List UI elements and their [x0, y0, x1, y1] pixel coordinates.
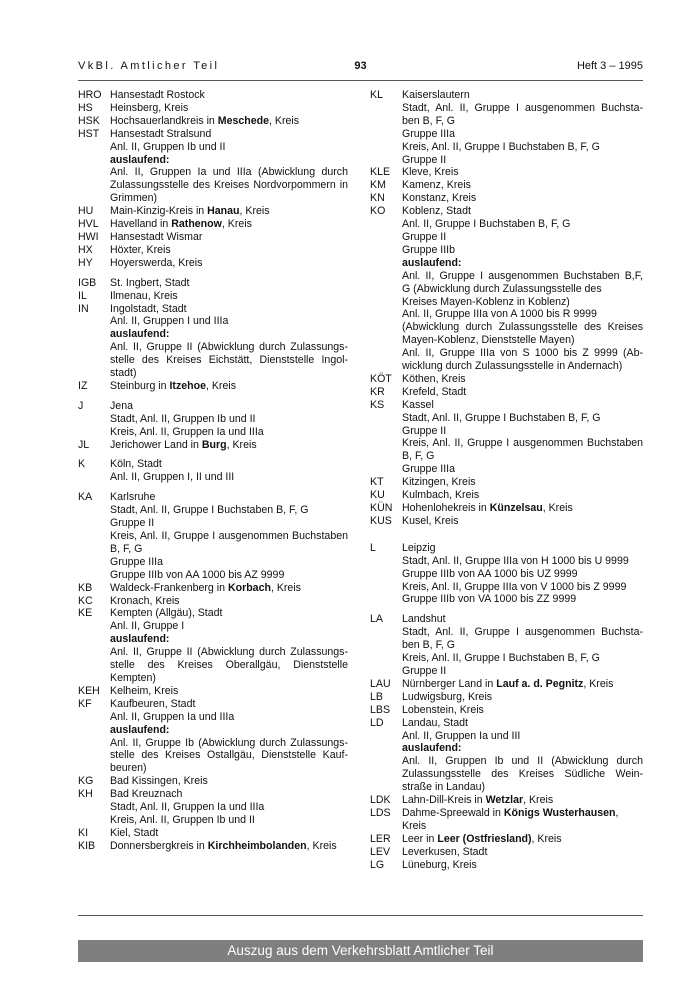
register-entry — [370, 846, 643, 859]
district-code: KS — [370, 398, 385, 411]
register-entry — [78, 257, 348, 270]
description-line: Kronach, Kreis — [110, 594, 180, 607]
description-line: Anl. II, Gruppen Ib und II — [110, 140, 226, 153]
district-description — [402, 691, 643, 704]
description-line: Havelland in Rathenow, Kreis — [110, 218, 252, 231]
description-line: G (Abwicklung durch Zulassungsstelle des — [402, 282, 602, 295]
description-line: Grimmen) — [110, 192, 158, 205]
description-line: Kassel — [402, 398, 434, 411]
description-line: Anl. II, Gruppe Ib (Abwicklung durch Zulassungs- — [110, 736, 348, 749]
right-column — [370, 89, 643, 871]
district-code: LEV — [370, 845, 391, 858]
register-entry — [78, 277, 348, 290]
register-entry — [370, 613, 643, 678]
district-code: L — [370, 541, 376, 554]
description-line: Gruppe IIIa — [402, 463, 455, 476]
district-code: J — [78, 399, 84, 412]
description-line: Zulassungsstelle des Kreises Nordvorpommern in — [110, 179, 348, 192]
description-line: Anl. II, Gruppe IIIa von S 1000 bis Z 9999 (Ab- — [402, 347, 643, 360]
description-line: Kelheim, Kreis — [110, 684, 179, 697]
register-entry — [78, 775, 348, 788]
description-line: Gruppe IIIa — [110, 555, 163, 568]
description-line: auslaufend: — [402, 742, 462, 755]
district-code: KEH — [78, 684, 100, 697]
description-line: Krefeld, Stadt — [402, 385, 467, 398]
district-code: KH — [78, 788, 93, 801]
description-line: auslaufend: — [110, 153, 170, 166]
district-description — [402, 489, 643, 502]
district-code: HRO — [78, 89, 102, 101]
register-entry — [78, 439, 348, 452]
district-code: KT — [370, 476, 384, 489]
description-line: Hansestadt Rostock — [110, 89, 205, 101]
description-line: Main-Kinzig-Kreis in Hanau, Kreis — [110, 205, 270, 218]
description-line: Stadt, Anl. II, Gruppe I ausgenommen Buchsta- — [402, 101, 643, 114]
description-line: Stadt, Anl. II, Gruppe I Buchstaben B, F, G — [402, 411, 601, 424]
description-line: Köthen, Kreis — [402, 372, 466, 385]
district-code: HS — [78, 101, 93, 114]
register-entry — [370, 807, 643, 833]
description-line: Karlsruhe — [110, 491, 156, 504]
description-line: Bad Kissingen, Kreis — [110, 775, 208, 788]
description-line: Kulmbach, Kreis — [402, 489, 480, 502]
description-line: Anl. II, Gruppe I ausgenommen Buchstaben B,F, — [402, 269, 643, 282]
register-entry — [370, 373, 643, 386]
page-number: 93 — [354, 60, 367, 72]
description-line: Mayen-Koblenz, Dienststelle Mayen) — [402, 334, 575, 347]
register-entry — [78, 244, 348, 257]
district-description — [402, 89, 643, 166]
district-description — [110, 205, 348, 218]
description-line: Gruppe IIIb — [402, 243, 455, 256]
district-description — [110, 277, 348, 290]
description-line: Zulassungsstelle des Kreises Südliche Wein- — [402, 768, 643, 781]
district-description — [110, 698, 348, 775]
district-code: KR — [370, 385, 385, 398]
description-line: ben B, F, G — [402, 114, 455, 127]
district-code: KI — [78, 826, 89, 839]
description-line: Gruppe II — [402, 424, 447, 437]
district-code: KUS — [370, 514, 392, 527]
description-line: stelle des Kreises Oberallgäu, Dienststelle — [110, 659, 348, 672]
journal-title: VkBl. Amtlicher Teil — [78, 60, 220, 72]
district-description — [402, 833, 643, 846]
district-description — [402, 704, 643, 717]
description-line: Anl. II, Gruppe II (Abwicklung durch Zulassungs- — [110, 646, 348, 659]
district-description — [110, 218, 348, 231]
description-line: Stadt, Anl. II, Gruppe I Buchstaben B, F, G — [110, 504, 309, 517]
district-code: KU — [370, 489, 385, 502]
register-entry — [78, 400, 348, 439]
district-code: LBS — [370, 703, 391, 716]
district-description — [110, 89, 348, 102]
district-code: KN — [370, 192, 385, 205]
district-code: KÜN — [370, 502, 393, 514]
description-line: Konstanz, Kreis — [402, 192, 477, 205]
district-code: JL — [78, 438, 90, 451]
register-entry — [78, 491, 348, 581]
description-line: auslaufend: — [110, 723, 170, 736]
description-line: stelle des Kreises Eichstätt, Dienststelle Ingol- — [110, 354, 348, 367]
register-entry — [370, 179, 643, 192]
description-line: Höxter, Kreis — [110, 243, 171, 256]
description-line: beuren) — [110, 762, 147, 775]
description-line: Kiel, Stadt — [110, 826, 159, 839]
description-line: Kleve, Kreis — [402, 166, 459, 179]
running-header — [78, 60, 643, 76]
district-code: KG — [78, 775, 94, 788]
description-line: Ludwigsburg, Kreis — [402, 690, 493, 703]
description-line: Leipzig — [402, 541, 436, 554]
description-line: Heinsberg, Kreis — [110, 101, 189, 114]
district-code: KÖT — [370, 372, 392, 385]
district-code: IN — [78, 302, 89, 315]
description-line: Anl. II, Gruppe II (Abwicklung durch Zulassungs- — [110, 341, 348, 354]
description-line: Kreis — [402, 819, 427, 832]
register-entry — [78, 458, 348, 484]
description-line: Lüneburg, Kreis — [402, 858, 477, 871]
description-line: Steinburg in Itzehoe, Kreis — [110, 379, 237, 392]
register-entry — [370, 205, 643, 373]
district-description — [110, 244, 348, 257]
description-line: Bad Kreuznach — [110, 788, 183, 801]
description-line: Gruppe II — [110, 517, 155, 530]
description-line: Jena — [110, 399, 133, 412]
district-description — [402, 794, 643, 807]
register-entry — [370, 717, 643, 794]
district-description — [110, 303, 348, 380]
register-entry — [78, 698, 348, 775]
register-entry — [78, 205, 348, 218]
description-line: Ingolstadt, Stadt — [110, 302, 187, 315]
description-line: Ilmenau, Kreis — [110, 289, 178, 302]
district-code: HVL — [78, 218, 99, 231]
description-line: Landshut — [402, 613, 446, 626]
district-description — [110, 788, 348, 827]
district-description — [110, 685, 348, 698]
description-line: Kreis, Anl. II, Gruppe I Buchstaben B, F, G — [402, 652, 600, 665]
district-description — [402, 502, 643, 515]
district-description — [110, 231, 348, 244]
description-line: Gruppe IIIb von AA 1000 bis UZ 9999 — [402, 567, 578, 580]
description-line: B, F, G — [110, 542, 143, 555]
register-entry — [370, 833, 643, 846]
register-entry — [370, 678, 643, 691]
district-code: KC — [78, 594, 93, 607]
register-entry — [370, 502, 643, 515]
description-line: straße in Landau) — [402, 781, 486, 794]
district-code: HST — [78, 127, 100, 140]
description-line: Kempten) — [110, 671, 156, 684]
description-line: Kitzingen, Kreis — [402, 476, 476, 489]
district-description — [110, 827, 348, 840]
description-line: auslaufend: — [402, 256, 462, 269]
district-code: HSK — [78, 114, 100, 127]
district-description — [402, 717, 643, 794]
register-entry — [78, 115, 348, 128]
district-code: IL — [78, 289, 87, 302]
register-entry — [78, 89, 348, 102]
description-line: Nürnberger Land in Lauf a. d. Pegnitz, Kreis — [402, 677, 614, 690]
description-line: Hohenlohekreis in Künzelsau, Kreis — [402, 502, 573, 514]
register-entry — [370, 794, 643, 807]
description-line: wicklung durch Zulassungsstelle in Andernach) — [402, 360, 623, 373]
district-code: LER — [370, 832, 391, 845]
description-line: Hansestadt Stralsund — [110, 127, 212, 140]
description-line: Gruppe II — [402, 153, 447, 166]
district-code: LAU — [370, 677, 391, 690]
description-line: Leverkusen, Stadt — [402, 845, 488, 858]
district-code: IGB — [78, 276, 97, 289]
district-code: KL — [370, 89, 383, 101]
district-description — [402, 205, 643, 373]
district-code: HWI — [78, 230, 99, 243]
header-rule — [78, 80, 643, 81]
description-line: Anl. II, Gruppe I Buchstaben B, F, G — [402, 218, 571, 231]
district-description — [402, 613, 643, 678]
description-line: Leer in Leer (Ostfriesland), Kreis — [402, 832, 562, 845]
register-entry — [78, 685, 348, 698]
district-code: KO — [370, 205, 386, 218]
description-line: Anl. II, Gruppen I, II und III — [110, 471, 235, 484]
register-entry — [370, 859, 643, 872]
register-entry — [78, 380, 348, 393]
district-description — [402, 846, 643, 859]
description-line: auslaufend: — [110, 328, 170, 341]
description-line: Köln, Stadt — [110, 458, 162, 471]
district-code: LDK — [370, 794, 391, 807]
district-code: KF — [78, 697, 92, 710]
district-description — [110, 840, 348, 853]
district-description — [402, 807, 643, 833]
register-entry — [78, 788, 348, 827]
description-line: Dahme-Spreewald in Königs Wusterhausen, — [402, 806, 619, 819]
district-description — [402, 386, 643, 399]
footer-banner: Auszug aus dem Verkehrsblatt Amtlicher Teil — [78, 940, 643, 962]
description-line: Kreis, Anl. II, Gruppe IIIa von V 1000 bis Z 9999 — [402, 580, 627, 593]
description-line: Anl. II, Gruppen I und IIIa — [110, 315, 229, 328]
description-line: auslaufend: — [110, 633, 170, 646]
district-description — [402, 373, 643, 386]
description-line: Kreis, Anl. II, Gruppe I Buchstaben B, F, G — [402, 140, 600, 153]
district-description — [402, 678, 643, 691]
description-line: Kreis, Anl. II, Gruppen Ib und II — [110, 813, 255, 826]
description-line: Hoyerswerda, Kreis — [110, 256, 203, 269]
district-code: LD — [370, 716, 384, 729]
district-code: KB — [78, 581, 93, 594]
district-description — [402, 399, 643, 476]
description-line: Gruppe IIIb von AA 1000 bis AZ 9999 — [110, 568, 285, 581]
district-code: LDS — [370, 806, 391, 819]
district-code: KA — [78, 491, 93, 504]
description-line: Stadt, Anl. II, Gruppe I ausgenommen Buchsta- — [402, 626, 643, 639]
district-description — [110, 128, 348, 205]
issue-label: Heft 3 – 1995 — [576, 60, 643, 72]
district-description — [110, 115, 348, 128]
district-description — [110, 102, 348, 115]
description-line: Lobenstein, Kreis — [402, 703, 484, 716]
district-description — [110, 491, 348, 581]
register-entry — [370, 192, 643, 205]
district-description — [402, 542, 643, 607]
description-line: Anl. II, Gruppen Ib und II (Abwicklung durch — [402, 755, 643, 768]
description-line: St. Ingbert, Stadt — [110, 276, 190, 289]
description-line: Lahn-Dill-Kreis in Wetzlar, Kreis — [402, 794, 554, 807]
register-entry — [78, 290, 348, 303]
description-line: Donnersbergkreis in Kirchheimbolanden, Kreis — [110, 839, 337, 852]
description-line: Kaufbeuren, Stadt — [110, 697, 196, 710]
description-line: Anl. II, Gruppen Ia und IIIa (Abwicklung durch — [110, 166, 348, 179]
district-description — [110, 380, 348, 393]
description-line: Kusel, Kreis — [402, 514, 459, 527]
district-description — [402, 192, 643, 205]
description-line: Kreis, Anl. II, Gruppen Ia und IIIa — [110, 425, 264, 438]
district-code: KIB — [78, 839, 96, 852]
district-description — [402, 179, 643, 192]
description-line: Waldeck-Frankenberg in Korbach, Kreis — [110, 581, 301, 594]
district-code: HU — [78, 205, 94, 218]
district-description — [110, 595, 348, 608]
register-entry — [78, 218, 348, 231]
register-entry — [370, 542, 643, 607]
register-entry — [370, 704, 643, 717]
district-description — [110, 439, 348, 452]
description-line: Stadt, Anl. II, Gruppen Ib und II — [110, 412, 256, 425]
district-code: KLE — [370, 166, 391, 179]
description-line: Kempten (Allgäu), Stadt — [110, 607, 223, 620]
district-code: IZ — [78, 379, 88, 392]
district-description — [402, 476, 643, 489]
register-entry — [370, 386, 643, 399]
description-line: stelle des Kreises Ostallgäu, Dienststelle Kauf- — [110, 749, 348, 762]
description-line: Koblenz, Stadt — [402, 205, 471, 218]
district-description — [402, 166, 643, 179]
description-line: B, F, G — [402, 450, 435, 463]
description-line: Anl. II, Gruppe I — [110, 620, 185, 633]
description-line: Kaiserslautern — [402, 89, 470, 101]
district-code: KM — [370, 179, 386, 192]
description-line: Stadt, Anl. II, Gruppen Ia und IIIa — [110, 801, 265, 814]
district-code: HY — [78, 256, 93, 269]
register-entry — [370, 476, 643, 489]
district-description — [110, 607, 348, 684]
register-entry — [370, 515, 643, 528]
register-entry — [370, 399, 643, 476]
district-description — [110, 290, 348, 303]
district-code: LA — [370, 613, 383, 626]
footer-rule — [78, 915, 643, 916]
description-line: Gruppe IIIa — [402, 127, 455, 140]
left-column — [78, 89, 348, 853]
description-line: Hansestadt Wismar — [110, 230, 203, 243]
description-line: Landau, Stadt — [402, 716, 468, 729]
district-code: K — [78, 458, 86, 471]
description-line: Kamenz, Kreis — [402, 179, 471, 192]
description-line: Anl. II, Gruppen Ia und III — [402, 729, 521, 742]
description-line: Kreis, Anl. II, Gruppe I ausgenommen Buchstaben — [402, 437, 643, 450]
description-line: stadt) — [110, 367, 137, 380]
district-description — [110, 257, 348, 270]
description-line: Gruppe II — [402, 230, 447, 243]
district-description — [110, 582, 348, 595]
register-entry — [78, 595, 348, 608]
register-entry — [78, 582, 348, 595]
register-entry — [78, 607, 348, 684]
description-line: Kreis, Anl. II, Gruppe I ausgenommen Buchstaben — [110, 530, 348, 542]
register-entry — [78, 303, 348, 380]
register-entry — [78, 102, 348, 115]
district-description — [110, 458, 348, 484]
district-code: KE — [78, 607, 93, 620]
register-entry — [78, 827, 348, 840]
district-code: HX — [78, 243, 93, 256]
description-line: Anl. II, Gruppen Ia und IIIa — [110, 710, 235, 723]
description-line: (Abwicklung durch Zulassungsstelle des Kreises — [402, 321, 643, 334]
register-entry — [78, 840, 348, 853]
district-description — [402, 515, 643, 528]
description-line: Stadt, Anl. II, Gruppe IIIa von H 1000 bis U 9999 — [402, 554, 629, 567]
district-description — [110, 400, 348, 439]
district-description — [110, 775, 348, 788]
register-entry — [370, 166, 643, 179]
register-entry — [78, 128, 348, 205]
description-line: ben B, F, G — [402, 639, 455, 652]
district-code: LB — [370, 690, 383, 703]
description-line: Kreises Mayen-Koblenz in Koblenz) — [402, 295, 570, 308]
description-line: Jerichower Land in Burg, Kreis — [110, 438, 257, 451]
district-description — [402, 859, 643, 872]
register-entry — [78, 231, 348, 244]
district-code: LG — [370, 858, 385, 871]
register-entry — [370, 89, 643, 166]
description-line: Gruppe IIIb von VA 1000 bis ZZ 9999 — [402, 593, 577, 606]
register-entry — [370, 691, 643, 704]
description-line: Hochsauerlandkreis in Meschede, Kreis — [110, 114, 300, 127]
description-line: Anl. II, Gruppe IIIa von A 1000 bis R 9999 — [402, 308, 597, 321]
description-line: Gruppe II — [402, 664, 447, 677]
register-entry — [370, 489, 643, 502]
